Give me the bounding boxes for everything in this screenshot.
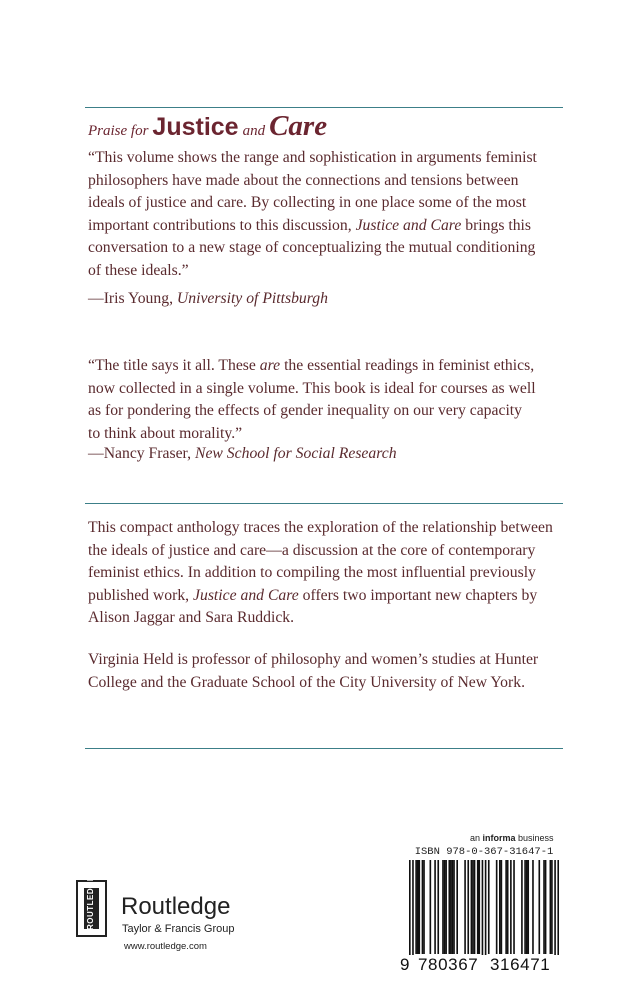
barcode-bar xyxy=(464,860,466,954)
quote-text: brings this xyxy=(461,216,532,234)
informa-suffix: business xyxy=(515,833,554,843)
quote-line xyxy=(88,215,568,238)
barcode-bar xyxy=(467,860,469,954)
barcode-bar xyxy=(538,860,540,954)
description-line: the ideals of justice and care—a discussion at the core of contemporary xyxy=(88,541,536,559)
description-text: published work, xyxy=(88,586,190,604)
attribution-nancy-fraser xyxy=(88,445,397,463)
barcode-bar xyxy=(532,860,534,954)
quote-line: ideals of justice and care. By collecting in one place some of the most xyxy=(88,194,527,212)
title-care: Care xyxy=(269,110,328,142)
quote-nancy-fraser xyxy=(88,355,568,445)
barcode-bar xyxy=(478,860,480,954)
book-title-italic: Justice and Care xyxy=(355,216,462,234)
barcode-bar xyxy=(557,860,559,966)
barcode-bar xyxy=(505,860,507,954)
barcode xyxy=(409,860,559,966)
barcode-bar xyxy=(471,860,473,954)
barcode-bar xyxy=(551,860,553,954)
emphasis-italic: are xyxy=(259,357,281,374)
barcode-bar xyxy=(448,860,450,954)
barcode-bar xyxy=(524,860,526,954)
quote-line: of these ideals.” xyxy=(88,261,189,279)
logo-mark-text: ROUTLEDGE xyxy=(86,875,95,930)
barcode-bar xyxy=(456,860,458,954)
bio-line: College and the Graduate School of the City University of New York. xyxy=(88,673,525,691)
editor-bio xyxy=(88,649,568,694)
book-title-italic: Justice and Care xyxy=(193,586,299,604)
informa-bold: informa xyxy=(482,833,516,843)
barcode-bar xyxy=(554,860,556,966)
barcode-bar xyxy=(521,860,523,954)
barcode-bar xyxy=(418,860,420,954)
barcode-bar xyxy=(501,860,503,954)
barcode-bar xyxy=(513,860,515,954)
barcode-bar xyxy=(507,860,509,954)
barcode-digits xyxy=(400,955,565,979)
informa-prefix: an xyxy=(470,833,483,843)
description-line: feminist ethics. In addition to compiling the most influential previously xyxy=(88,564,536,582)
barcode-bar xyxy=(499,860,501,954)
barcode-bar xyxy=(444,860,446,954)
top-rule xyxy=(85,107,563,108)
barcode-bar xyxy=(510,860,512,954)
quote-line: conversation to a new stage of conceptualizing the mutual conditioning xyxy=(88,239,536,257)
barcode-bar xyxy=(527,860,529,954)
barcode-bar xyxy=(453,860,455,954)
routledge-mark-icon xyxy=(76,875,107,937)
barcode-bar xyxy=(452,860,454,954)
barcode-bar xyxy=(485,860,487,966)
barcode-bar xyxy=(412,860,414,966)
description-line: Alison Jaggar and Sara Ruddick. xyxy=(88,609,295,627)
barcode-bar xyxy=(477,860,479,954)
barcode-bar xyxy=(415,860,417,954)
author-affiliation: University of Pittsburgh xyxy=(176,290,328,307)
barcode-bar xyxy=(417,860,419,954)
barcode-bar xyxy=(550,860,552,954)
quote-text: “The title says it all. These xyxy=(88,357,260,374)
publisher-website: www.routledge.com xyxy=(124,941,207,952)
description-text: offers two important new chapters by xyxy=(298,586,538,604)
barcode-bar xyxy=(434,860,436,954)
title-and: and xyxy=(242,123,266,139)
barcode-bar xyxy=(430,860,432,954)
informa-tagline xyxy=(470,833,554,843)
book-description xyxy=(88,517,568,630)
barcode-digits-left: 780367 xyxy=(418,955,479,974)
quote-line xyxy=(88,355,568,378)
barcode-digits-right: 316471 xyxy=(490,955,551,974)
barcode-bar xyxy=(409,860,411,966)
quote-line: now collected in a single volume. This book is ideal for courses as well xyxy=(88,379,536,397)
quote-line: to think about morality.” xyxy=(88,424,243,442)
attribution-iris-young xyxy=(88,290,328,308)
bottom-rule xyxy=(85,748,563,749)
publisher-group: Taylor & Francis Group xyxy=(122,923,235,935)
quote-text: important contributions to this discussion, xyxy=(88,216,352,234)
author-name: —Iris Young, xyxy=(88,290,173,307)
author-name: —Nancy Fraser, xyxy=(88,445,192,462)
author-affiliation: New School for Social Research xyxy=(194,445,397,462)
barcode-digit-first: 9 xyxy=(400,955,411,974)
barcode-bar xyxy=(488,860,490,954)
middle-rule xyxy=(85,503,563,504)
barcode-bar xyxy=(423,860,425,954)
bio-line: Virginia Held is professor of philosophy and women’s studies at Hunter xyxy=(88,651,539,668)
praise-heading xyxy=(88,110,327,143)
publisher-name: Routledge xyxy=(121,893,231,920)
quote-line: as for pondering the effects of gender inequality on our very capacity xyxy=(88,402,523,420)
barcode-bar xyxy=(422,860,424,954)
quote-line: “This volume shows the range and sophistication in arguments feminist xyxy=(88,149,537,166)
barcode-bar xyxy=(496,860,498,954)
barcode-bar xyxy=(445,860,447,954)
description-line xyxy=(88,585,568,608)
quote-iris-young xyxy=(88,147,568,283)
barcode-bar xyxy=(437,860,439,954)
barcode-bar xyxy=(482,860,484,966)
barcode-bar xyxy=(543,860,545,954)
barcode-bar xyxy=(474,860,476,954)
description-line: This compact anthology traces the exploration of the relationship between xyxy=(88,519,553,536)
praise-prefix: Praise for xyxy=(88,123,149,139)
barcode-bar xyxy=(545,860,547,954)
title-justice: Justice xyxy=(152,113,239,141)
barcode-bar xyxy=(526,860,528,954)
quote-line: philosophers have made about the connections and tensions between xyxy=(88,171,519,189)
barcode-bar xyxy=(442,860,444,954)
quote-text: the essential readings in feminist ethics, xyxy=(280,357,535,374)
barcode-bar xyxy=(472,860,474,954)
barcode-bar xyxy=(450,860,452,954)
isbn-label: ISBN 978-0-367-31647-1 xyxy=(414,846,554,858)
